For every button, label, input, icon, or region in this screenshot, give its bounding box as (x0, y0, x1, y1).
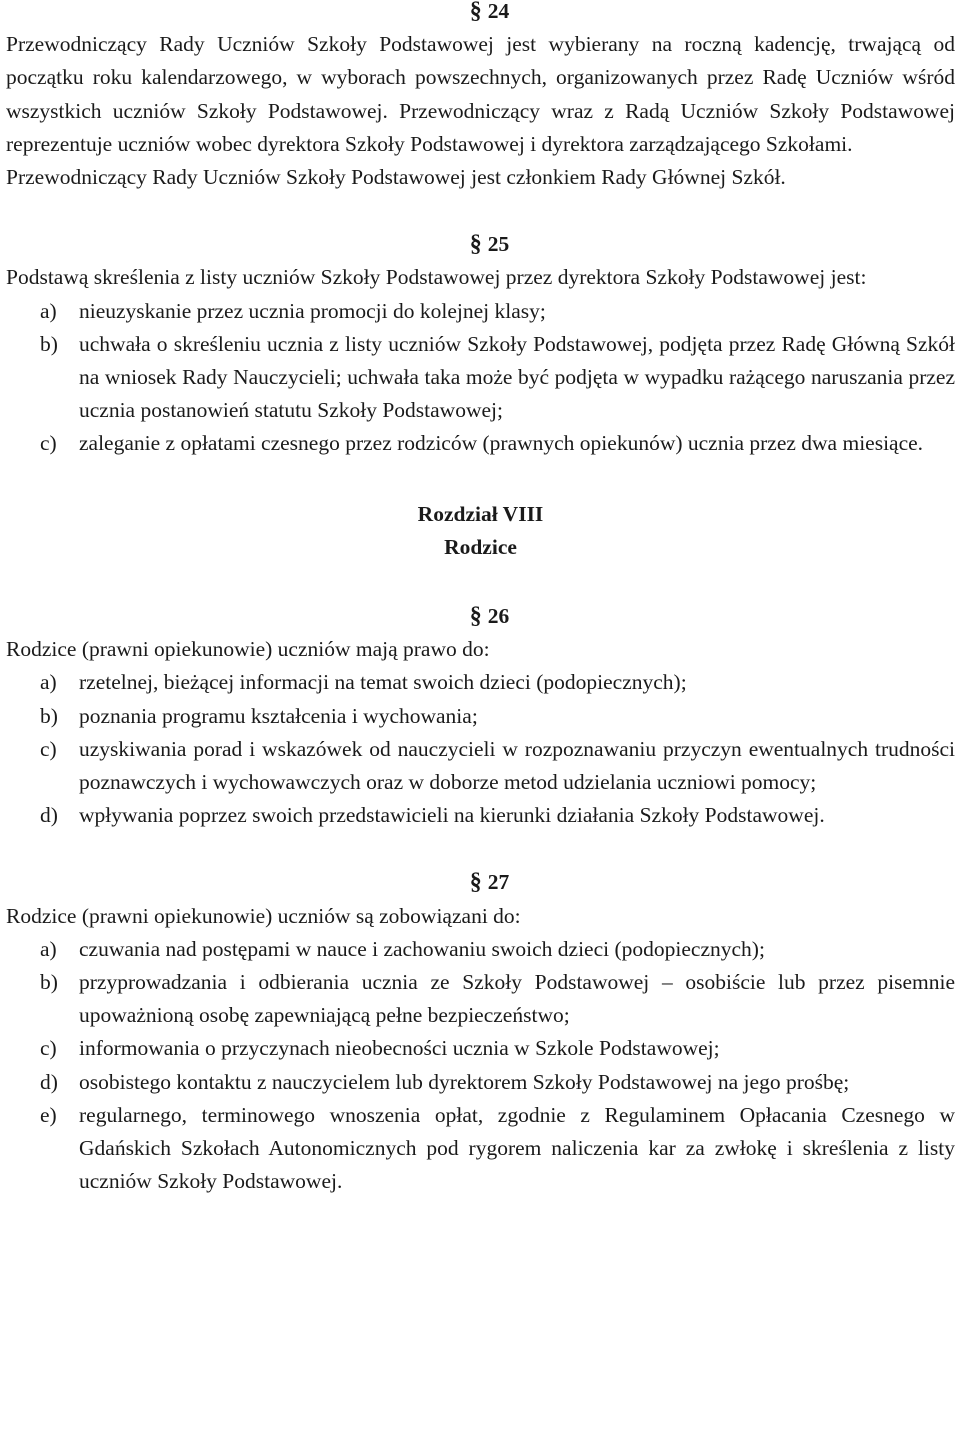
list-item (6, 966, 955, 1032)
list-item-text: poznania programu kształcenia i wychowania; (79, 703, 478, 728)
section-symbol: § (469, 0, 482, 24)
chapter-subtitle: Rodzice (444, 534, 517, 559)
section-26-intro: Rodzice (prawni opiekunowie) uczniów mają prawo do: (6, 637, 490, 662)
list-marker: b) (40, 331, 58, 356)
list-item (6, 666, 955, 699)
list-item (6, 700, 955, 733)
section-number: 27 (487, 870, 510, 895)
list-marker: c) (40, 1036, 57, 1061)
list-item (6, 295, 955, 328)
list-item (6, 799, 955, 832)
list-item (6, 933, 955, 966)
section-heading-24 (6, 0, 955, 28)
section-symbol: § (469, 231, 482, 258)
list-item-text: przyprowadzania i odbierania ucznia ze Szkoły Podstawowej – osobiście lub przez pisemnie upoważnioną osobę zapewniającą pełne bezpieczeństwo; (79, 970, 955, 1028)
chapter-title: Rozdział VIII (417, 501, 544, 526)
section-symbol: § (469, 869, 482, 896)
section-25-intro: Podstawą skreślenia z listy uczniów Szkoły Podstawowej przez dyrektora Szkoły Podstawowej jest: (6, 265, 867, 290)
list-item-text: uchwała o skreśleniu ucznia z listy uczniów Szkoły Podstawowej, podjęta przez Radę Główną Szkół na wniosek Rady Nauczycieli; uchwała taka może być podjęta w wypadku rażącego naruszania przez ucznia postanowień statutu Szkoły Podstawowej; (79, 331, 955, 423)
section-number: 26 (487, 604, 510, 629)
section-24-text-2: Przewodniczący Rady Uczniów Szkoły Podstawowej jest członkiem Rady Głównej Szkół. (6, 165, 786, 190)
list-item (6, 328, 955, 428)
list-marker: a) (40, 670, 57, 695)
list-item-text: czuwania nad postępami w nauce i zachowaniu swoich dzieci (podopiecznych); (79, 936, 765, 961)
list-item-text: uzyskiwania porad i wskazówek od nauczycieli w rozpoznawaniu przyczyn ewentualnych trudności poznawczych i wychowawczych oraz w doborze metod udzielania uczniowi pomocy; (79, 736, 955, 795)
list-item (6, 427, 955, 460)
section-heading-26 (6, 600, 955, 633)
list-marker: a) (40, 298, 57, 323)
list-marker: b) (40, 703, 58, 728)
list-item-text: regularnego, terminowego wnoszenia opłat, zgodnie z Regulaminem Opłacania Czesnego w Gdańskich Szkołach Autonomicznych pod rygorem naliczenia kar za zwłokę i skreślenia z listy uczniów Szkoły Podstawowej. (79, 1102, 955, 1194)
list-marker: e) (40, 1102, 57, 1127)
list-marker: d) (40, 803, 58, 828)
list-item-text: rzetelnej, bieżącej informacji na temat swoich dzieci (podopiecznych); (79, 670, 687, 695)
section-number: 24 (487, 0, 510, 23)
list-item (6, 1066, 955, 1099)
section-heading-25 (6, 228, 955, 261)
list-item (6, 1032, 955, 1065)
list-marker: d) (40, 1069, 58, 1094)
list-item-text: osobistego kontaktu z nauczycielem lub dyrektorem Szkoły Podstawowej na jego prośbę; (79, 1069, 850, 1094)
section-symbol: § (469, 603, 482, 630)
list-item-text: wpływania poprzez swoich przedstawicieli na kierunki działania Szkoły Podstawowej. (79, 803, 825, 828)
list-marker: b) (40, 970, 58, 995)
list-item-text: informowania o przyczynach nieobecności ucznia w Szkole Podstawowej; (79, 1036, 720, 1061)
list-item-text: nieuzyskanie przez ucznia promocji do kolejnej klasy; (79, 298, 546, 323)
section-24-text: Przewodniczący Rady Uczniów Szkoły Podstawowej jest wybierany na roczną kadencję, trwającą od początku roku kalendarzowego, w wyborach powszechnych, organizowanych przez Radę Uczniów wśród wszystkich uczniów Szkoły Podstawowej. Przewodniczący wraz z Radą Uczniów Szkoły Podstawowej reprezentuje uczniów wobec dyrektora Szkoły Podstawowej i dyrektora zarządzającego Szkołami. (6, 32, 955, 156)
list-marker: c) (40, 431, 57, 456)
section-27-intro: Rodzice (prawni opiekunowie) uczniów są zobowiązani do: (6, 903, 521, 928)
section-heading-27 (6, 866, 955, 899)
list-item (6, 733, 955, 799)
section-number: 25 (487, 232, 510, 257)
list-marker: c) (40, 736, 57, 761)
list-item-text: zaleganie z opłatami czesnego przez rodziców (prawnych opiekunów) ucznia przez dwa miesiące. (79, 431, 924, 456)
list-item (6, 1099, 955, 1199)
document-page (6, 0, 955, 1199)
list-marker: a) (40, 936, 57, 961)
